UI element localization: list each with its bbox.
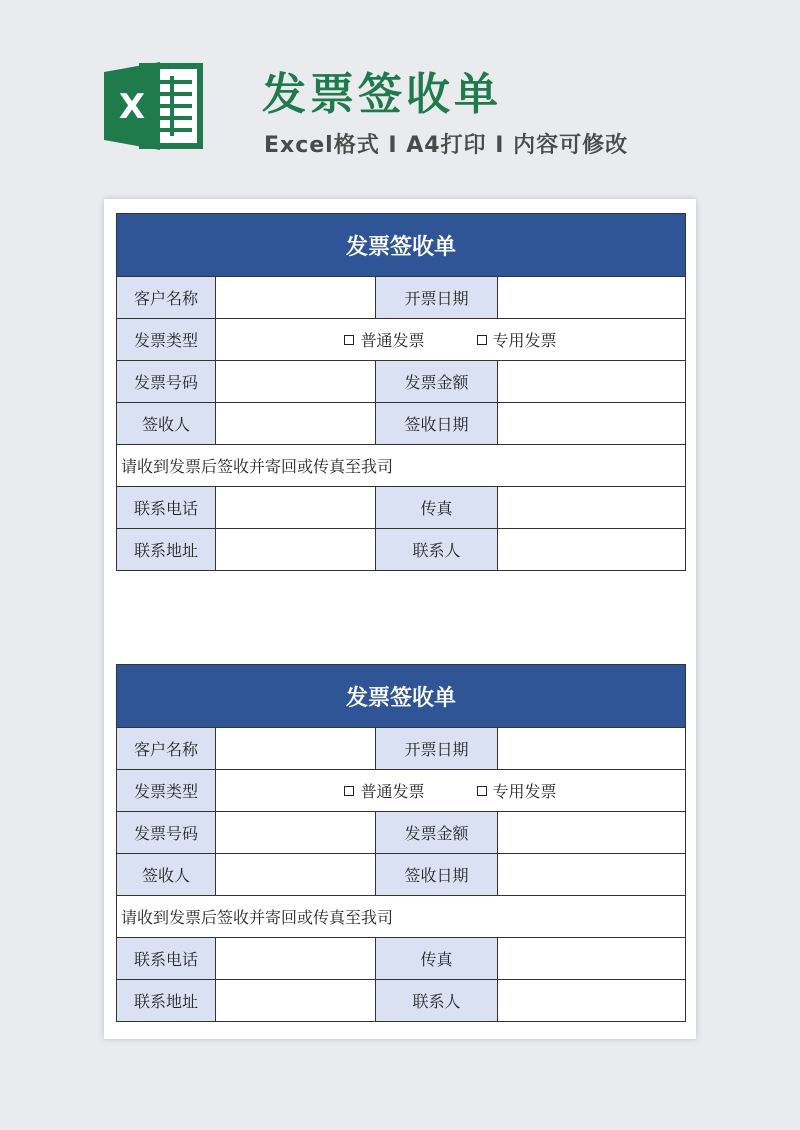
form-row-address — [117, 979, 685, 1021]
form-row-phone — [117, 486, 685, 528]
fax-label: 传真 — [375, 487, 497, 528]
option-special-invoice[interactable] — [477, 779, 557, 802]
receiver-label: 签收人 — [117, 403, 215, 444]
form-title-row — [117, 665, 685, 727]
invoice-type-label: 发票类型 — [117, 770, 215, 811]
form-title: 发票签收单 — [345, 234, 456, 260]
issue-date-field[interactable] — [497, 277, 685, 318]
form-row-invoice-number — [117, 811, 685, 853]
receive-date-field[interactable] — [497, 854, 685, 895]
invoice-amount-field[interactable] — [497, 812, 685, 853]
excel-logo-letter: X — [118, 87, 146, 127]
form-row-receiver — [117, 402, 685, 444]
form-row-customer — [117, 276, 685, 318]
fax-field[interactable] — [497, 938, 685, 979]
form-title: 发票签收单 — [345, 685, 456, 711]
form-title-row — [117, 214, 685, 276]
contact-field[interactable] — [497, 529, 685, 570]
option-normal-label: 普通发票 — [360, 782, 425, 801]
phone-field[interactable] — [215, 487, 375, 528]
contact-label: 联系人 — [375, 529, 497, 570]
receiver-label: 签收人 — [117, 854, 215, 895]
customer-field[interactable] — [215, 728, 375, 769]
invoice-amount-label: 发票金额 — [375, 361, 497, 402]
checkbox-icon[interactable] — [477, 786, 487, 796]
fax-label: 传真 — [375, 938, 497, 979]
form-row-notice — [117, 895, 685, 937]
contact-label: 联系人 — [375, 980, 497, 1021]
receive-date-field[interactable] — [497, 403, 685, 444]
invoice-type-options — [215, 319, 685, 360]
address-label: 联系地址 — [117, 980, 215, 1021]
checkbox-icon[interactable] — [344, 335, 354, 345]
invoice-receipt-form-1 — [116, 213, 686, 571]
issue-date-label: 开票日期 — [375, 277, 497, 318]
invoice-number-field[interactable] — [215, 361, 375, 402]
notice-text: 请收到发票后签收并寄回或传真至我司 — [121, 457, 394, 476]
customer-label: 客户名称 — [117, 728, 215, 769]
option-normal-label: 普通发票 — [360, 331, 425, 350]
paper-sheet — [104, 199, 696, 1039]
form-row-customer — [117, 727, 685, 769]
form-row-invoice-type — [117, 318, 685, 360]
checkbox-icon[interactable] — [477, 335, 487, 345]
invoice-type-options — [215, 770, 685, 811]
invoice-type-label: 发票类型 — [117, 319, 215, 360]
invoice-amount-label: 发票金额 — [375, 812, 497, 853]
issue-date-label: 开票日期 — [375, 728, 497, 769]
checkbox-icon[interactable] — [344, 786, 354, 796]
receiver-field[interactable] — [215, 403, 375, 444]
phone-field[interactable] — [215, 938, 375, 979]
page-subtitle: Excel格式 I A4打印 I 内容可修改 — [264, 133, 629, 158]
receive-date-label: 签收日期 — [375, 403, 497, 444]
option-normal-invoice[interactable] — [344, 328, 424, 351]
option-special-label: 专用发票 — [492, 782, 557, 801]
form-row-invoice-type — [117, 769, 685, 811]
address-label: 联系地址 — [117, 529, 215, 570]
receiver-field[interactable] — [215, 854, 375, 895]
invoice-receipt-form-2 — [116, 664, 686, 1022]
form-row-notice — [117, 444, 685, 486]
form-row-receiver — [117, 853, 685, 895]
option-normal-invoice[interactable] — [344, 779, 424, 802]
address-field[interactable] — [215, 980, 375, 1021]
form-row-phone — [117, 937, 685, 979]
phone-label: 联系电话 — [117, 487, 215, 528]
fax-field[interactable] — [497, 487, 685, 528]
notice-text: 请收到发票后签收并寄回或传真至我司 — [121, 908, 394, 927]
invoice-amount-field[interactable] — [497, 361, 685, 402]
address-field[interactable] — [215, 529, 375, 570]
excel-logo-icon — [104, 60, 204, 152]
form-row-invoice-number — [117, 360, 685, 402]
customer-field[interactable] — [215, 277, 375, 318]
invoice-number-field[interactable] — [215, 812, 375, 853]
contact-field[interactable] — [497, 980, 685, 1021]
option-special-label: 专用发票 — [492, 331, 557, 350]
form-row-address — [117, 528, 685, 570]
option-special-invoice[interactable] — [477, 328, 557, 351]
receive-date-label: 签收日期 — [375, 854, 497, 895]
invoice-number-label: 发票号码 — [117, 812, 215, 853]
customer-label: 客户名称 — [117, 277, 215, 318]
invoice-number-label: 发票号码 — [117, 361, 215, 402]
issue-date-field[interactable] — [497, 728, 685, 769]
phone-label: 联系电话 — [117, 938, 215, 979]
page-title: 发票签收单 — [262, 69, 502, 120]
